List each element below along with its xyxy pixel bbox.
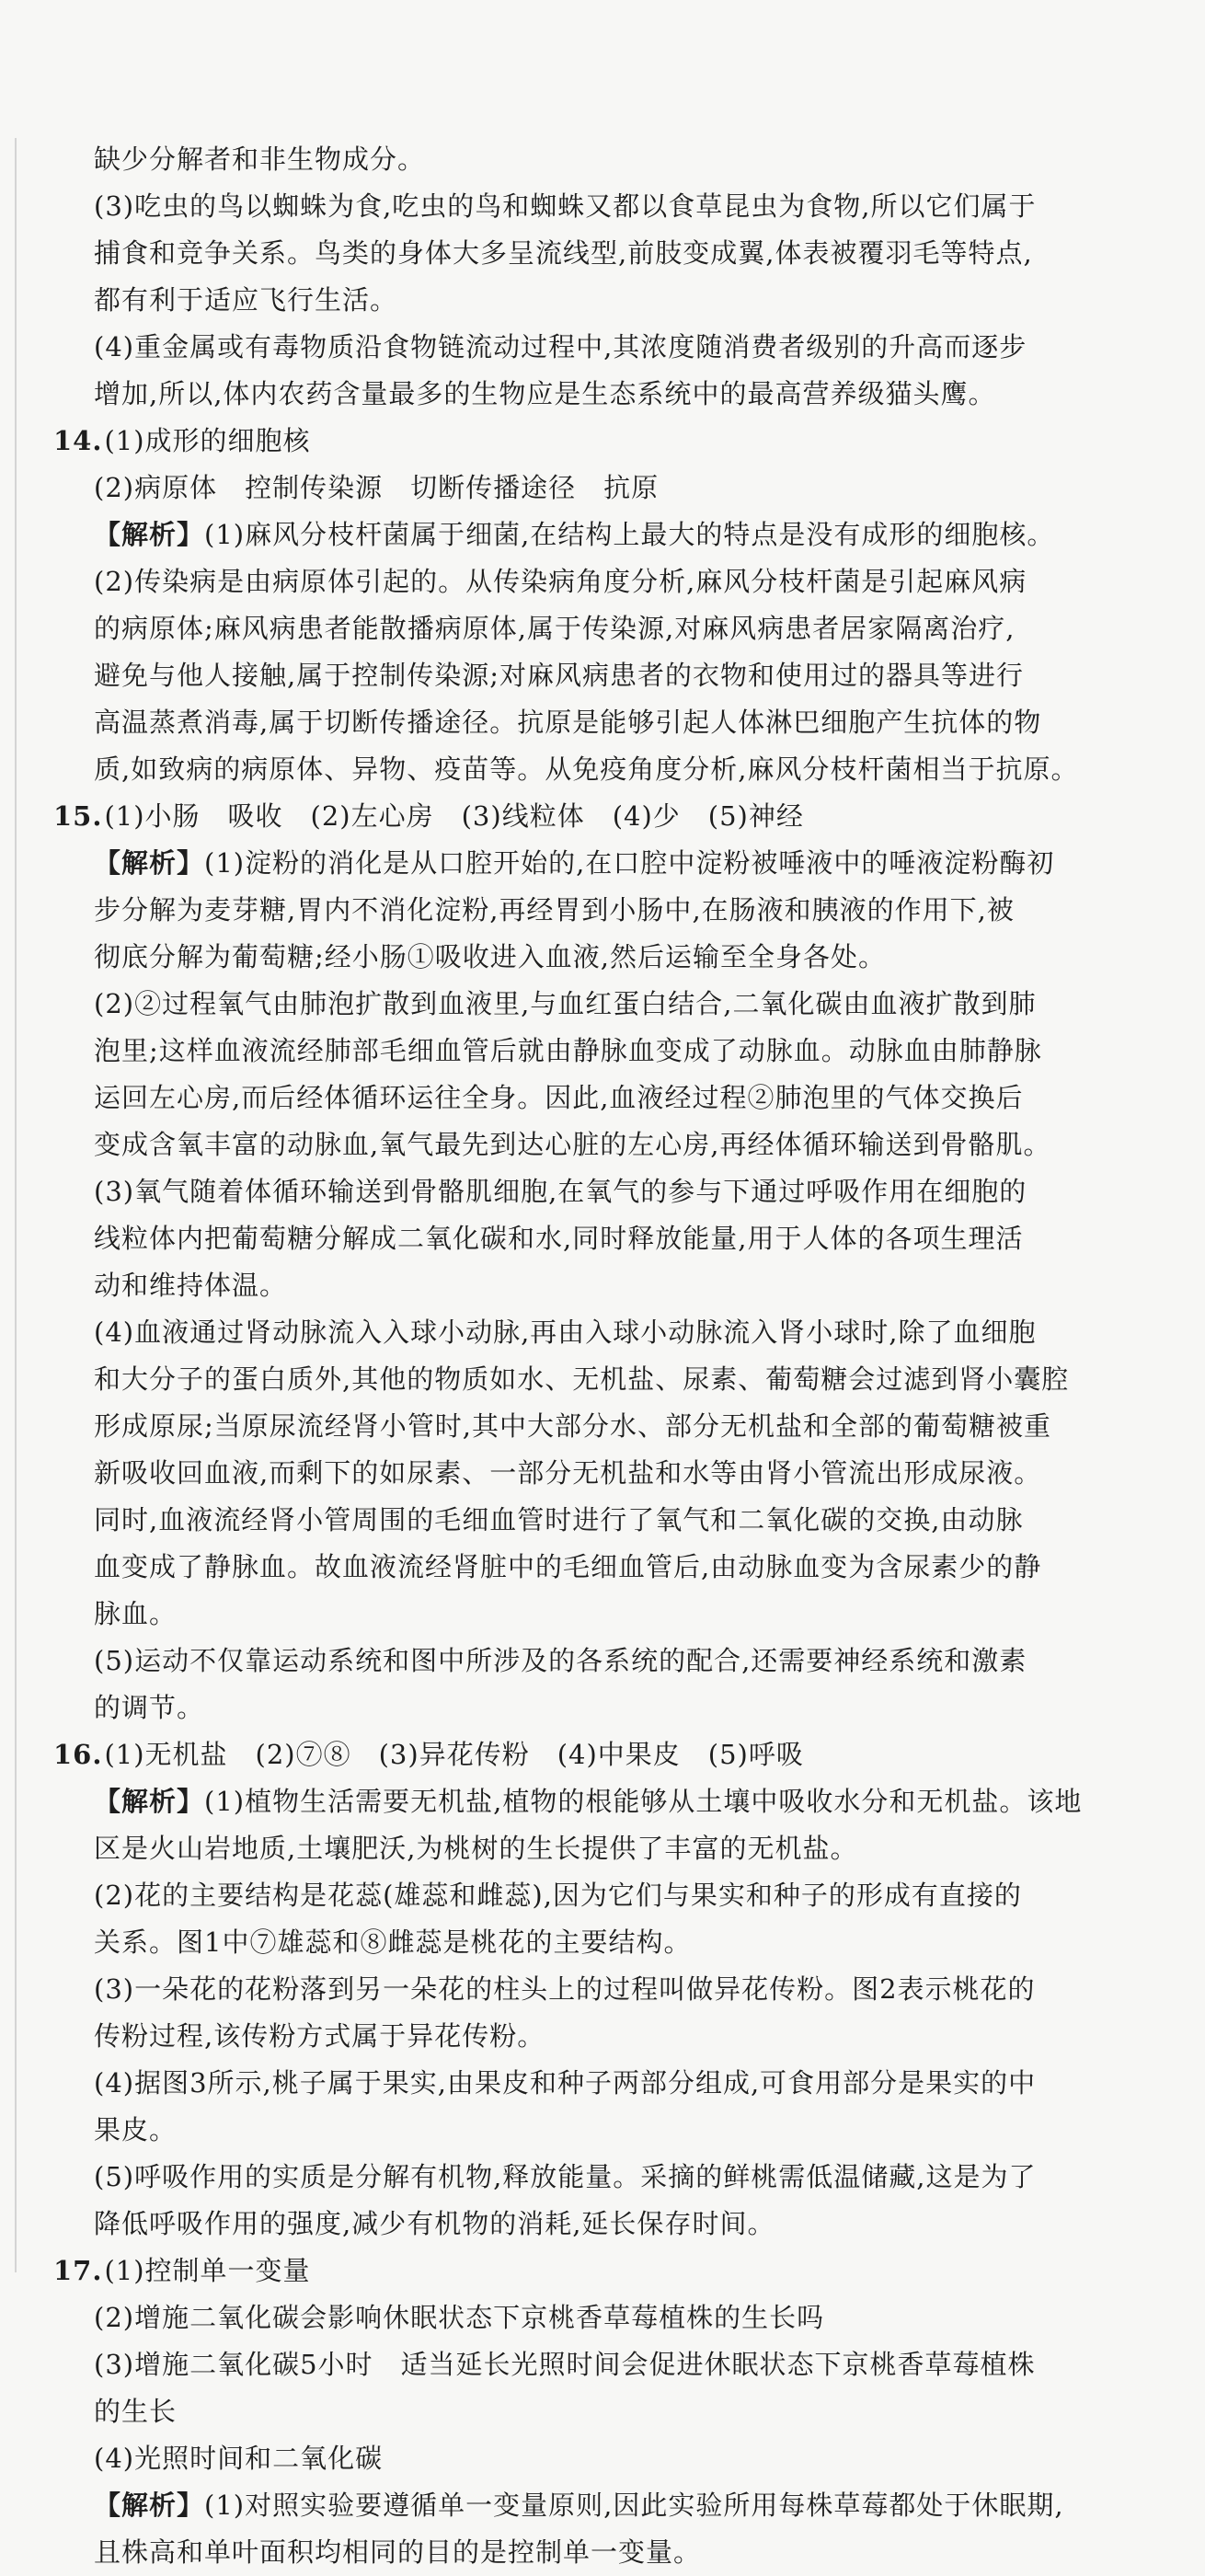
line-text: 增加,所以,体内农药含量最多的生物应是生态系统中的最高营养级猫头鹰。 xyxy=(94,378,996,409)
analysis-tag: 【解析】 xyxy=(94,847,205,879)
line-text: 缺少分解者和非生物成分。 xyxy=(94,144,426,175)
text-line xyxy=(53,1825,1143,1872)
line-text: 区是火山岩地质,土壤肥沃,为桃树的生长提供了丰富的无机盐。 xyxy=(94,1833,858,1864)
line-text: (1)控制单一变量 xyxy=(104,2255,311,2286)
line-text: 彻底分解为葡萄糖;经小肠①吸收进入血液,然后运输至全身各处。 xyxy=(94,941,886,972)
line-text: (5)呼吸作用的实质是分解有机物,释放能量。采摘的鲜桃需低温储藏,这是为了 xyxy=(94,2161,1037,2192)
line-text: (3)氧气随着体循环输送到骨骼肌细胞,在氧气的参与下通过呼吸作用在细胞的 xyxy=(94,1176,1027,1207)
text-line xyxy=(53,136,1143,183)
line-text: 和大分子的蛋白质外,其他的物质如水、无机盐、尿素、葡萄糖会过滤到肾小囊腔 xyxy=(94,1363,1070,1395)
question-answer-line xyxy=(53,793,1143,840)
line-text: 的生长 xyxy=(94,2396,178,2427)
text-line xyxy=(53,371,1143,418)
line-text: 形成原尿;当原尿流经肾小管时,其中大部分水、部分无机盐和全部的葡萄糖被重 xyxy=(94,1410,1051,1442)
line-text: (4)光照时间和二氧化碳 xyxy=(94,2443,384,2474)
line-text: (1)无机盐 (2)⑦⑧ (3)异花传粉 (4)中果皮 (5)呼吸 xyxy=(104,1739,804,1770)
line-text: 线粒体内把葡萄糖分解成二氧化碳和水,同时释放能量,用于人体的各项生理活 xyxy=(94,1223,1024,1254)
text-line xyxy=(53,934,1143,981)
text-line xyxy=(53,699,1143,746)
line-text: (3)增施二氧化碳5小时 适当延长光照时间会促进休眠状态下京桃香草莓植株 xyxy=(94,2349,1036,2380)
text-line xyxy=(53,1403,1143,1450)
text-line xyxy=(53,981,1143,1028)
line-text: 降低呼吸作用的强度,减少有机物的消耗,延长保存时间。 xyxy=(94,2208,775,2239)
line-text: (1)麻风分枝杆菌属于细菌,在结构上最大的特点是没有成形的细胞核。 xyxy=(204,519,1055,550)
line-text: (2)病原体 控制传染源 切断传播途径 抗原 xyxy=(94,472,660,503)
line-text: 动和维持体温。 xyxy=(94,1270,288,1301)
line-text: (1)小肠 吸收 (2)左心房 (3)线粒体 (4)少 (5)神经 xyxy=(104,800,804,832)
text-line xyxy=(53,1919,1143,1966)
line-text: 捕食和竞争关系。鸟类的身体大多呈流线型,前肢变成翼,体表被覆羽毛等特点, xyxy=(94,237,1033,269)
line-text: (3)吃虫的鸟以蜘蛛为食,吃虫的鸟和蜘蛛又都以食草昆虫为食物,所以它们属于 xyxy=(94,190,1037,222)
text-line xyxy=(53,1121,1143,1168)
question-number: 17. xyxy=(53,2255,103,2286)
line-text: (2)增施二氧化碳会影响休眠状态下京桃香草莓植株的生长吗 xyxy=(94,2302,825,2333)
analysis-line xyxy=(53,2482,1143,2529)
line-text: 的调节。 xyxy=(94,1692,205,1723)
margin-rule xyxy=(15,138,17,2272)
line-text: (2)花的主要结构是花蕊(雄蕊和雌蕊),因为它们与果实和种子的形成有直接的 xyxy=(94,1880,1022,1911)
text-line xyxy=(53,2201,1143,2248)
analysis-tag: 【解析】 xyxy=(94,1786,205,1817)
text-line xyxy=(53,1591,1143,1638)
text-line xyxy=(53,1215,1143,1262)
analysis-tag: 【解析】 xyxy=(94,519,205,550)
line-text: (1)植物生活需要无机盐,植物的根能够从土壤中吸收水分和无机盐。该地 xyxy=(204,1786,1083,1817)
text-line xyxy=(53,1075,1143,1121)
text-line xyxy=(53,277,1143,324)
line-text: 传粉过程,该传粉方式属于异花传粉。 xyxy=(94,2020,545,2052)
line-text: 步分解为麦芽糖,胃内不消化淀粉,再经胃到小肠中,在肠液和胰液的作用下,被 xyxy=(94,894,1015,926)
text-line xyxy=(53,2341,1143,2388)
line-text: 且株高和单叶面积均相同的目的是控制单一变量。 xyxy=(94,2536,702,2568)
analysis-line xyxy=(53,512,1143,558)
line-text: (2)传染病是由病原体引起的。从传染病角度分析,麻风分枝杆菌是引起麻风病 xyxy=(94,566,1027,597)
text-line xyxy=(53,1262,1143,1309)
line-text: (2)②过程氧气由肺泡扩散到血液里,与血红蛋白结合,二氧化碳由血液扩散到肺 xyxy=(94,988,1037,1019)
text-line xyxy=(53,2154,1143,2201)
line-text: 关系。图1中⑦雄蕊和⑧雌蕊是桃花的主要结构。 xyxy=(94,1926,692,1958)
text-line xyxy=(53,2107,1143,2154)
line-text: 新吸收回血液,而剩下的如尿素、一部分无机盐和水等由肾小管流出形成尿液。 xyxy=(94,1457,1042,1489)
line-text: 运回左心房,而后经体循环运往全身。因此,血液经过程②肺泡里的气体交换后 xyxy=(94,1082,1024,1113)
text-line xyxy=(53,1168,1143,1215)
line-text: 都有利于适应飞行生活。 xyxy=(94,284,398,316)
text-line xyxy=(53,2060,1143,2107)
line-text: (4)血液通过肾动脉流入入球小动脉,再由入球小动脉流入肾小球时,除了血细胞 xyxy=(94,1317,1037,1348)
line-text: 高温蒸煮消毒,属于切断传播途径。抗原是能够引起人体淋巴细胞产生抗体的物 xyxy=(94,707,1042,738)
analysis-line xyxy=(53,1778,1143,1825)
text-line xyxy=(53,2435,1143,2482)
question-answer-line xyxy=(53,2248,1143,2294)
text-line xyxy=(53,1966,1143,2013)
line-text: 避免与他人接触,属于控制传染源;对麻风病患者的衣物和使用过的器具等进行 xyxy=(94,660,1024,691)
line-text: 质,如致病的病原体、异物、疫苗等。从免疫角度分析,麻风分枝杆菌相当于抗原。 xyxy=(94,753,1079,785)
text-line xyxy=(53,605,1143,652)
text-line xyxy=(53,2388,1143,2435)
text-line xyxy=(53,558,1143,605)
text-line xyxy=(53,746,1143,793)
question-number: 15. xyxy=(53,800,103,832)
text-line xyxy=(53,1872,1143,1919)
question-answer-line xyxy=(53,1731,1143,1778)
text-line xyxy=(53,183,1143,230)
text-line xyxy=(53,465,1143,512)
question-number: 14. xyxy=(53,425,103,456)
text-line xyxy=(53,1356,1143,1403)
analysis-tag: 【解析】 xyxy=(94,2490,205,2521)
line-text: (5)运动不仅靠运动系统和图中所涉及的各系统的配合,还需要神经系统和激素 xyxy=(94,1645,1027,1676)
text-line xyxy=(53,652,1143,699)
text-line xyxy=(53,2529,1143,2576)
text-line xyxy=(53,1450,1143,1497)
line-text: 泡里;这样血液流经肺部毛细血管后就由静脉血变成了动脉血。动脉血由肺静脉 xyxy=(94,1035,1042,1066)
line-text: 同时,血液流经肾小管周围的毛细血管时进行了氧气和二氧化碳的交换,由动脉 xyxy=(94,1504,1024,1535)
text-line xyxy=(53,1497,1143,1544)
question-answer-line xyxy=(53,418,1143,465)
line-text: (1)成形的细胞核 xyxy=(104,425,311,456)
line-text: (1)淀粉的消化是从口腔开始的,在口腔中淀粉被唾液中的唾液淀粉酶初 xyxy=(204,847,1055,879)
text-line xyxy=(53,887,1143,934)
text-line xyxy=(53,1028,1143,1075)
text-line xyxy=(53,2013,1143,2060)
line-text: (1)对照实验要遵循单一变量原则,因此实验所用每株草莓都处于休眠期, xyxy=(204,2490,1064,2521)
line-text: 果皮。 xyxy=(94,2114,178,2145)
line-text: 血变成了静脉血。故血液流经肾脏中的毛细血管后,由动脉血变为含尿素少的静 xyxy=(94,1551,1042,1582)
text-line xyxy=(53,1309,1143,1356)
text-line xyxy=(53,324,1143,371)
line-text: 脉血。 xyxy=(94,1598,178,1629)
line-text: (4)据图3所示,桃子属于果实,由果皮和种子两部分组成,可食用部分是果实的中 xyxy=(94,2067,1037,2099)
line-text: 变成含氧丰富的动脉血,氧气最先到达心脏的左心房,再经体循环输送到骨骼肌。 xyxy=(94,1129,1051,1160)
text-line xyxy=(53,2294,1143,2341)
analysis-line xyxy=(53,840,1143,887)
line-text: 的病原体;麻风病患者能散播病原体,属于传染源,对麻风病患者居家隔离治疗, xyxy=(94,613,1016,644)
text-line xyxy=(53,1685,1143,1731)
text-line xyxy=(53,230,1143,277)
line-text: (4)重金属或有毒物质沿食物链流动过程中,其浓度随消费者级别的升高而逐步 xyxy=(94,331,1027,362)
text-line xyxy=(53,1544,1143,1591)
line-text: (3)一朵花的花粉落到另一朵花的柱头上的过程叫做异花传粉。图2表示桃花的 xyxy=(94,1973,1036,2005)
question-number: 16. xyxy=(53,1739,103,1770)
text-line xyxy=(53,1638,1143,1685)
answer-page xyxy=(53,136,1143,2576)
